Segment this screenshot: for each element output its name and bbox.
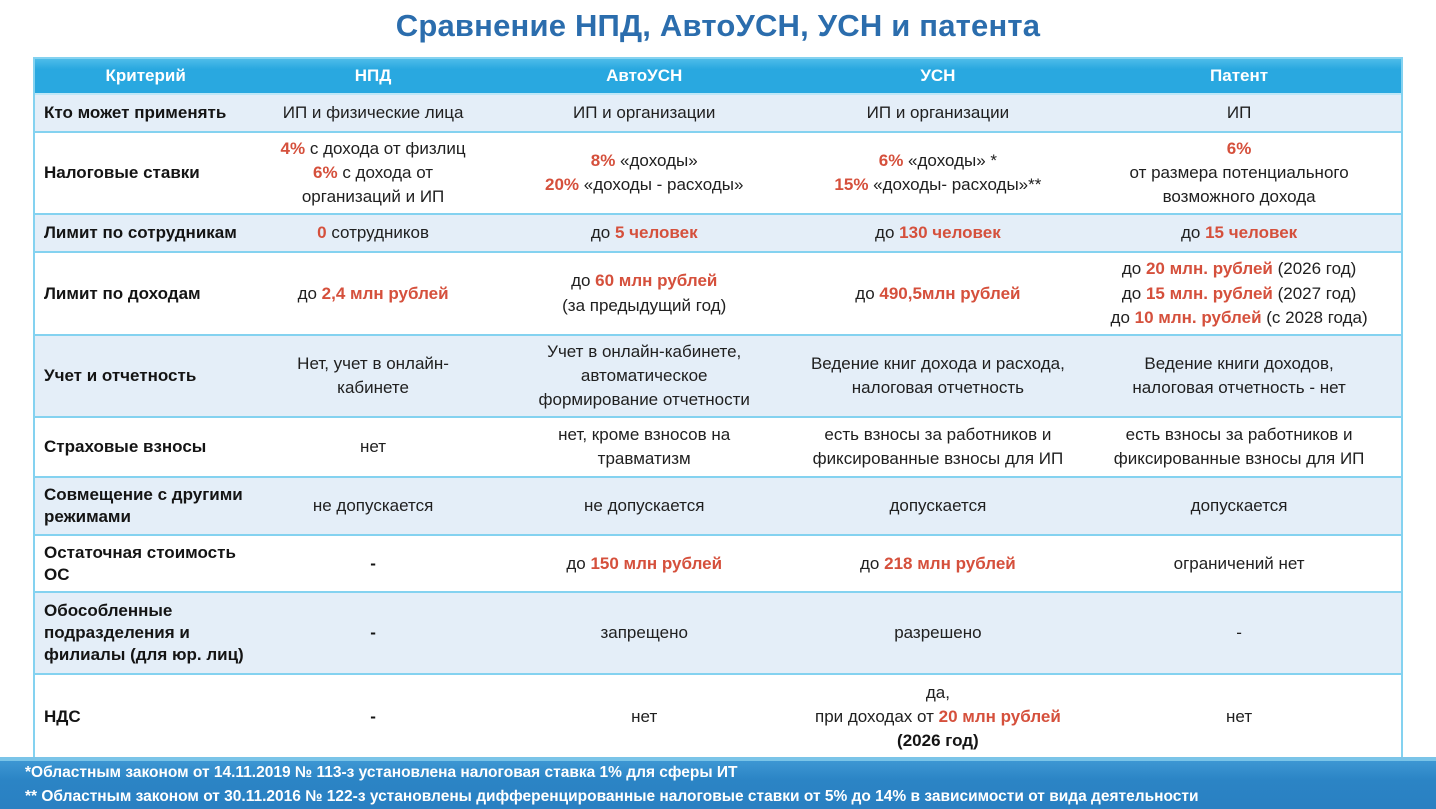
table-cell	[490, 133, 799, 213]
column-header-autousn: АвтоУСН	[606, 66, 683, 85]
cell-text: -	[370, 553, 376, 573]
cell-text: -	[370, 707, 376, 727]
cell-text: нет	[631, 707, 658, 727]
cell-text: «доходы»	[615, 151, 698, 171]
cell-line	[337, 376, 409, 400]
cell-text: не допускается	[312, 496, 434, 516]
table-cell	[799, 95, 1078, 131]
row-label: Учет и отчетность	[44, 365, 197, 385]
cell-text: допускается	[889, 496, 987, 516]
table-cell	[799, 215, 1078, 251]
cell-text: Ведение книг дохода и расхода,	[810, 353, 1065, 373]
cell-text: не допускается	[584, 496, 705, 516]
highlighted-value: 218 млн рублей	[884, 553, 1016, 573]
cell-text: (2027 год)	[1272, 283, 1357, 303]
cell-line	[1181, 221, 1297, 245]
cell-line	[360, 435, 386, 459]
cell-line	[370, 621, 376, 645]
highlighted-value: 20%	[545, 175, 580, 195]
table-row	[35, 476, 1401, 534]
cell-line	[926, 681, 950, 705]
cell-line	[1122, 282, 1356, 306]
highlighted-value: 15 млн. рублей	[1145, 283, 1273, 303]
table-row	[35, 251, 1401, 333]
cell-text: разрешено	[894, 623, 982, 643]
table-cell	[1077, 675, 1401, 759]
cell-text: до	[297, 283, 322, 303]
table-cell	[1077, 215, 1401, 251]
cell-text: фиксированные взносы для ИП	[1113, 449, 1365, 469]
cell-text: до	[1180, 223, 1206, 243]
cell-line	[370, 552, 376, 576]
table-cell	[799, 336, 1078, 416]
table-cell	[490, 215, 799, 251]
table-cell	[490, 593, 799, 673]
cell-line	[852, 376, 1024, 400]
cell-line	[1191, 494, 1288, 518]
cell-text: «доходы» *	[903, 151, 998, 171]
page-title: Сравнение НПД, АвтоУСН, УСН и патента	[395, 8, 1041, 43]
cell-line	[591, 221, 698, 245]
highlighted-value: 150 млн рублей	[590, 553, 723, 573]
cell-text: нет	[360, 437, 387, 457]
table-cell	[1077, 418, 1401, 476]
table-cell	[799, 536, 1078, 591]
cell-line	[897, 729, 979, 753]
cell-line	[562, 294, 726, 318]
cell-text: Ведение книги доходов,	[1144, 353, 1334, 373]
table-row	[35, 95, 1401, 131]
table-cell	[256, 133, 490, 213]
cell-text: от размера потенциального	[1129, 163, 1349, 183]
cell-line	[879, 149, 997, 173]
table-cell	[256, 95, 490, 131]
row-label: Совмещение с другими режимами	[44, 485, 243, 527]
cell-line	[894, 621, 981, 645]
table-cell	[490, 675, 799, 759]
cell-line	[1227, 101, 1251, 125]
row-label: Обособленные подразделения и филиалы (для юр. лиц)	[44, 600, 244, 665]
cell-text: ИП и организации	[572, 102, 716, 122]
highlighted-value: 6%	[878, 151, 904, 171]
cell-line	[317, 221, 429, 245]
highlighted-value: 6%	[1226, 139, 1252, 158]
highlighted-value: 15%	[834, 175, 869, 195]
table-cell	[256, 675, 490, 759]
table-cell	[1077, 253, 1401, 333]
highlighted-value: 10 млн. рублей	[1134, 307, 1262, 327]
table-cell	[799, 418, 1078, 476]
footnote-line: *Областным законом от 14.11.2019 № 113-з установлена налоговая ставка 1% для сферы ИТ	[25, 764, 738, 782]
cell-line	[313, 161, 433, 185]
cell-text: «доходы - расходы»	[579, 175, 744, 195]
cell-text: да,	[925, 682, 950, 702]
column-header-criterion: Критерий	[105, 66, 186, 85]
cell-line	[1236, 621, 1242, 645]
highlighted-value: 130 человек	[899, 223, 1001, 243]
table-cell	[799, 593, 1078, 673]
row-label: Остаточная стоимость ОС	[44, 542, 236, 584]
cell-line	[598, 447, 691, 471]
cell-line	[547, 340, 741, 364]
table-cell	[799, 478, 1078, 534]
cell-line	[834, 173, 1041, 197]
cell-line	[302, 185, 444, 209]
cell-line	[1122, 257, 1356, 281]
highlighted-value: 0	[317, 223, 327, 243]
cell-text: нет, кроме взносов на	[558, 425, 731, 444]
cell-line	[1144, 352, 1333, 376]
cell-line	[298, 282, 449, 306]
cell-text: «доходы- расходы»**	[868, 175, 1042, 195]
cell-text: до	[590, 223, 615, 243]
table-cell	[490, 478, 799, 534]
table-cell	[1077, 336, 1401, 416]
cell-text: до	[875, 223, 900, 243]
table-row	[35, 534, 1401, 591]
cell-text: (2026 год)	[1272, 259, 1357, 279]
highlighted-value: 5 человек	[614, 223, 698, 243]
cell-line	[566, 552, 722, 576]
cell-text: кабинете	[337, 377, 409, 397]
highlighted-value: 20 млн рублей	[938, 707, 1061, 727]
cell-text: с дохода от физлиц	[305, 139, 466, 158]
table-cell	[490, 253, 799, 333]
cell-text: до	[1121, 283, 1146, 303]
table-row	[35, 673, 1401, 759]
cell-text: ИП	[1226, 102, 1252, 122]
highlighted-value: 490,5млн рублей	[879, 283, 1021, 303]
cell-line	[860, 552, 1016, 576]
footnotes-bar	[0, 757, 1436, 809]
cell-text: с дохода от	[337, 163, 434, 183]
row-label: Налоговые ставки	[44, 163, 200, 183]
highlighted-value: 15 человек	[1205, 223, 1298, 243]
row-label: Кто может применять	[44, 102, 227, 122]
table-cell	[490, 536, 799, 591]
cell-text: (с 2028 года)	[1261, 307, 1368, 327]
cell-line	[811, 352, 1065, 376]
cell-text: налоговая отчетность	[851, 377, 1025, 397]
cell-text: -	[370, 623, 376, 643]
table-cell	[256, 536, 490, 591]
cell-text: налоговая отчетность - нет	[1132, 377, 1346, 397]
cell-line	[1132, 376, 1345, 400]
table-cell	[256, 253, 490, 333]
cell-text: организаций и ИП	[301, 187, 445, 207]
row-label: Страховые взносы	[44, 437, 207, 457]
cell-line	[581, 364, 708, 388]
cell-text: ИП и физические лица	[282, 102, 464, 122]
cell-line	[573, 101, 715, 125]
highlighted-value: 6%	[313, 163, 338, 183]
cell-text: (2026 год)	[897, 731, 979, 751]
table-cell	[799, 253, 1078, 333]
cell-text: Учет в онлайн-кабинете,	[547, 341, 742, 361]
cell-line	[539, 388, 750, 412]
cell-line	[867, 101, 1009, 125]
highlighted-value: 4%	[280, 139, 306, 158]
table-row	[35, 591, 1401, 673]
cell-line	[824, 423, 1051, 447]
table-cell	[490, 336, 799, 416]
comparison-table	[33, 57, 1403, 761]
table-row	[35, 334, 1401, 416]
table-row	[35, 131, 1401, 213]
cell-line	[875, 221, 1001, 245]
cell-line	[1163, 185, 1316, 209]
cell-line	[558, 423, 730, 447]
table-row	[35, 416, 1401, 476]
cell-text: формирование отчетности	[538, 390, 750, 409]
table-cell	[1077, 593, 1401, 673]
cell-text: до	[855, 283, 880, 303]
cell-text: ограничений нет	[1173, 553, 1305, 573]
cell-line	[600, 621, 687, 645]
cell-text: травматизм	[597, 449, 691, 469]
row-label: Лимит по доходам	[44, 283, 201, 303]
cell-text: автоматическое	[580, 365, 708, 385]
cell-text: есть взносы за работников и	[1125, 425, 1353, 444]
cell-line	[631, 705, 657, 729]
table-cell	[256, 215, 490, 251]
table-cell	[1077, 95, 1401, 131]
table-cell	[490, 418, 799, 476]
cell-text: Нет, учет в онлайн-	[297, 353, 449, 373]
cell-line	[1174, 552, 1305, 576]
table-cell	[799, 675, 1078, 759]
table-cell	[256, 478, 490, 534]
cell-line	[1111, 306, 1368, 330]
cell-line	[889, 494, 986, 518]
highlighted-value: 20 млн. рублей	[1145, 259, 1273, 279]
table-cell	[1077, 478, 1401, 534]
cell-line	[297, 352, 449, 376]
row-label: НДС	[44, 707, 81, 727]
table-cell	[256, 593, 490, 673]
cell-line	[591, 149, 698, 173]
table-cell	[1077, 536, 1401, 591]
table-cell	[256, 418, 490, 476]
cell-text: до	[1110, 307, 1135, 327]
cell-text: фиксированные взносы для ИП	[812, 449, 1064, 469]
cell-line	[283, 101, 464, 125]
cell-line	[815, 705, 1061, 729]
cell-line	[313, 494, 433, 518]
cell-line	[584, 494, 704, 518]
highlighted-value: 60 млн рублей	[595, 271, 718, 291]
cell-line	[1129, 161, 1348, 185]
cell-line	[1114, 447, 1365, 471]
table-cell	[1077, 133, 1401, 213]
cell-text: нет	[1226, 707, 1253, 727]
column-header-patent: Патент	[1210, 66, 1269, 85]
cell-text: при доходах от	[814, 707, 939, 727]
table-cell	[799, 133, 1078, 213]
highlighted-value: 2,4 млн рублей	[321, 283, 449, 303]
cell-text: (за предыдущий год)	[562, 295, 727, 315]
cell-line	[370, 705, 376, 729]
cell-text: до	[860, 553, 885, 573]
cell-text: запрещено	[600, 623, 688, 643]
table-rows	[35, 95, 1401, 759]
table-header-row	[35, 59, 1401, 95]
cell-line	[571, 269, 717, 293]
cell-text: сотрудников	[326, 223, 429, 243]
footnote-line: ** Областным законом от 30.11.2016 № 122-з установлены дифференцированные налоговые ставки от 5% до 14% в зависимости от вида деятельности	[25, 788, 1199, 805]
cell-line	[1226, 705, 1252, 729]
cell-text: возможного дохода	[1162, 187, 1316, 207]
row-label: Лимит по сотрудникам	[44, 223, 237, 243]
cell-line	[545, 173, 743, 197]
cell-line	[281, 137, 466, 161]
table-row	[35, 213, 1401, 251]
cell-line	[1227, 137, 1252, 161]
cell-text: допускается	[1190, 496, 1288, 516]
column-header-usn: УСН	[920, 66, 956, 85]
highlighted-value: 8%	[590, 151, 616, 171]
cell-text: до	[566, 553, 591, 573]
cell-text: есть взносы за работников и	[824, 425, 1052, 444]
cell-line	[813, 447, 1064, 471]
cell-line	[855, 282, 1020, 306]
table-cell	[490, 95, 799, 131]
cell-text: -	[1236, 623, 1242, 643]
cell-text: до	[571, 271, 596, 291]
cell-text: до	[1121, 259, 1146, 279]
table-cell	[256, 336, 490, 416]
cell-line	[1126, 423, 1353, 447]
column-header-npd: НПД	[354, 66, 392, 85]
cell-text: ИП и организации	[866, 102, 1010, 122]
